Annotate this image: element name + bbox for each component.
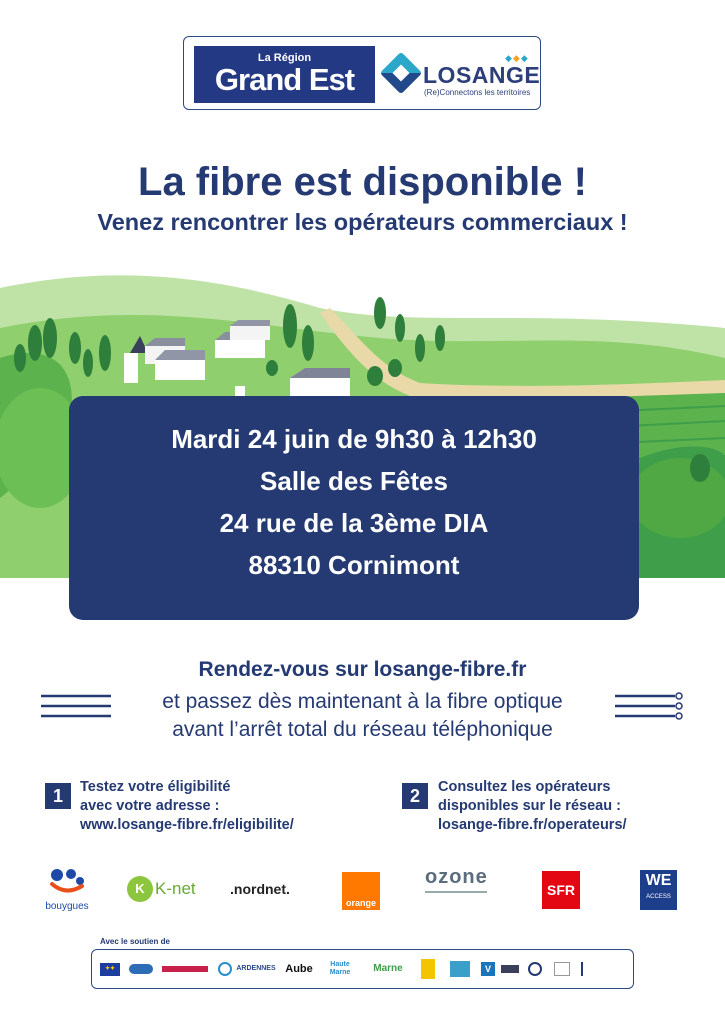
ardennes-logo: ARDENNES xyxy=(236,965,276,972)
page-subtitle: Venez rencontrer les opérateurs commerciaux ! xyxy=(97,209,628,235)
left-fiber-lines-icon xyxy=(41,692,111,722)
event-street: 24 rue de la 3ème DIA xyxy=(219,508,489,538)
bouygues-label: bouygues xyxy=(45,901,89,912)
event-date: Mardi 24 juin de 9h30 à 12h30 xyxy=(171,424,537,454)
region-grand-est-logo xyxy=(194,46,375,103)
knet-label: K-net xyxy=(155,879,196,898)
orange-label: orange xyxy=(345,898,376,908)
step-2 xyxy=(438,778,627,835)
sponsor-logo-3 xyxy=(160,958,210,980)
step-1-number: 1 xyxy=(45,783,71,809)
step-2-line-2: disponibles sur le réseau : xyxy=(438,798,621,814)
sponsor-logo-9 xyxy=(418,958,438,980)
aube-logo: Aube xyxy=(285,963,313,975)
sponsor-label: Avec le soutien de xyxy=(100,937,170,946)
info-line-2: et passez dès maintenant à la fibre optique xyxy=(162,690,563,713)
right-fiber-lines-icon xyxy=(615,692,685,722)
losange-dots-icon: ◆◆◆ xyxy=(505,53,529,63)
event-city: 88310 Cornimont xyxy=(248,550,460,580)
knet-logo xyxy=(127,866,202,912)
sponsor-logo-10 xyxy=(448,958,472,980)
event-info-box xyxy=(69,396,639,620)
eu-flag-icon: ✦✦ xyxy=(100,963,120,976)
region-logo-small-text: La Région xyxy=(257,52,312,64)
ozone-label: ozone xyxy=(425,866,488,888)
nordnet-logo: .nordnet. xyxy=(230,881,290,897)
info-website: Rendez-vous sur losange-fibre.fr xyxy=(198,658,527,681)
sponsor-logo-11: V xyxy=(480,958,496,980)
ozone-underline xyxy=(425,891,487,893)
event-venue: Salle des Fêtes xyxy=(260,466,448,496)
knet-circle-icon: K xyxy=(127,876,153,902)
sponsor-logo-4 xyxy=(216,958,234,980)
step-2-link[interactable]: losange-fibre.fr/operateurs/ xyxy=(438,817,627,833)
sfr-logo: SFR xyxy=(542,871,580,909)
weaccess-top: WE xyxy=(645,872,672,889)
marne-logo: Marne xyxy=(373,963,403,974)
step-2-number: 2 xyxy=(402,783,428,809)
step-1-line-2: avec votre adresse : xyxy=(80,798,220,814)
step-2-line-1: Consultez les opérateurs xyxy=(438,779,611,795)
sponsor-logo-12 xyxy=(500,958,520,980)
step-1-link[interactable]: www.losange-fibre.fr/eligibilite/ xyxy=(80,817,294,833)
haute-marne-logo: Haute Marne xyxy=(329,961,351,976)
step-1 xyxy=(80,778,294,835)
sponsor-logo-14 xyxy=(552,958,572,980)
sponsor-logo-2 xyxy=(128,958,154,980)
info-line-3: avant l’arrêt total du réseau téléphonique xyxy=(172,718,553,741)
losange-logo-name: LOSANGE xyxy=(423,62,541,88)
sponsor-logo-13 xyxy=(526,958,544,980)
page-title: La fibre est disponible ! xyxy=(138,160,587,204)
eu-flag-logo xyxy=(99,958,121,980)
weaccess-bottom: ACCESS xyxy=(646,894,671,900)
bouygues-logo xyxy=(44,866,90,912)
sponsor-logo-15 xyxy=(580,958,620,980)
step-1-line-1: Testez votre éligibilité xyxy=(80,779,231,795)
bouygues-bubbles-icon xyxy=(44,866,90,896)
ozone-logo xyxy=(425,866,495,912)
losange-logo-tagline: (Re)Connectons les territoires xyxy=(424,88,531,97)
orange-logo xyxy=(342,872,380,910)
weaccess-logo xyxy=(640,870,677,910)
region-logo-big-text: Grand Est xyxy=(214,62,355,97)
